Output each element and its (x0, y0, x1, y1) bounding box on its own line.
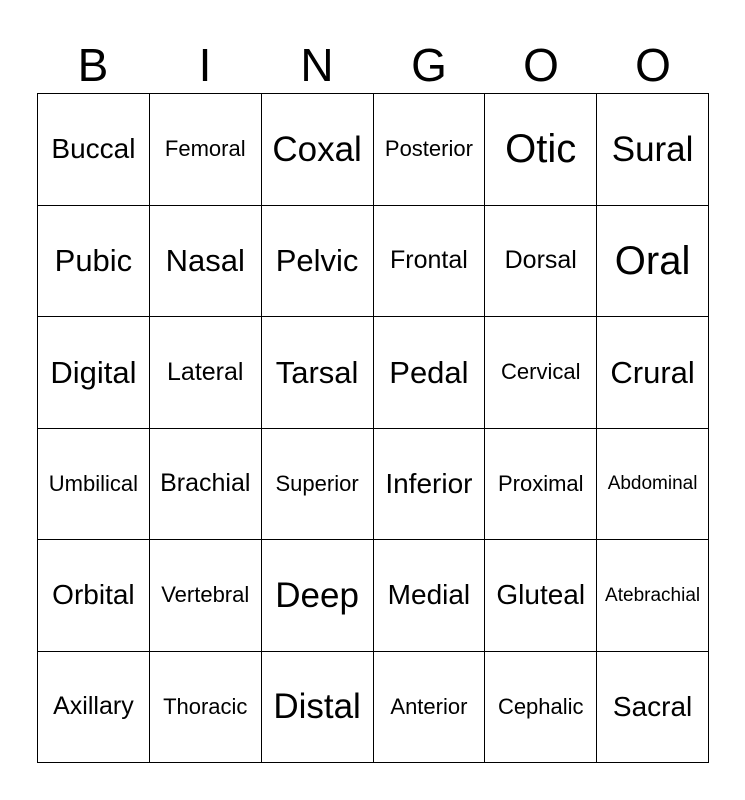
bingo-cell[interactable]: Atebrachial (597, 540, 709, 652)
bingo-cell[interactable]: Inferior (374, 429, 486, 541)
bingo-cell[interactable]: Posterior (374, 94, 486, 206)
bingo-cell[interactable]: Buccal (38, 94, 150, 206)
bingo-cell[interactable]: Thoracic (150, 652, 262, 764)
header-letter-o-2: O (635, 39, 671, 91)
header-letter-b: B (77, 39, 109, 91)
bingo-cell[interactable]: Lateral (150, 317, 262, 429)
bingo-cell[interactable]: Distal (262, 652, 374, 764)
bingo-cell[interactable]: Coxal (262, 94, 374, 206)
bingo-cell[interactable]: Digital (38, 317, 150, 429)
bingo-cell[interactable]: Abdominal (597, 429, 709, 541)
bingo-cell[interactable]: Deep (262, 540, 374, 652)
bingo-cell[interactable]: Gluteal (485, 540, 597, 652)
bingo-cell[interactable]: Tarsal (262, 317, 374, 429)
bingo-cell[interactable]: Nasal (150, 206, 262, 318)
bingo-cell[interactable]: Umbilical (38, 429, 150, 541)
bingo-cell[interactable]: Anterior (374, 652, 486, 764)
bingo-cell[interactable]: Crural (597, 317, 709, 429)
header-letter-g: G (411, 39, 447, 91)
bingo-cell[interactable]: Sural (597, 94, 709, 206)
bingo-header (37, 36, 709, 94)
bingo-cell[interactable]: Proximal (485, 429, 597, 541)
header-letter-o: O (523, 39, 559, 91)
bingo-cell[interactable]: Pubic (38, 206, 150, 318)
bingo-cell[interactable]: Pedal (374, 317, 486, 429)
bingo-cell[interactable]: Pelvic (262, 206, 374, 318)
bingo-cell[interactable]: Femoral (150, 94, 262, 206)
bingo-cell[interactable]: Oral (597, 206, 709, 318)
bingo-cell[interactable]: Sacral (597, 652, 709, 764)
bingo-cell[interactable]: Frontal (374, 206, 486, 318)
bingo-cell[interactable]: Orbital (38, 540, 150, 652)
bingo-cell[interactable]: Vertebral (150, 540, 262, 652)
bingo-cell[interactable]: Medial (374, 540, 486, 652)
bingo-cell[interactable]: Cephalic (485, 652, 597, 764)
bingo-cell[interactable]: Brachial (150, 429, 262, 541)
header-letter-n: N (300, 39, 334, 91)
bingo-cell[interactable]: Axillary (38, 652, 150, 764)
header-letter-i: I (198, 39, 212, 91)
bingo-cell[interactable]: Superior (262, 429, 374, 541)
bingo-cell[interactable]: Dorsal (485, 206, 597, 318)
bingo-cell[interactable]: Otic (485, 94, 597, 206)
bingo-cell[interactable]: Cervical (485, 317, 597, 429)
bingo-card-grid (37, 93, 709, 763)
